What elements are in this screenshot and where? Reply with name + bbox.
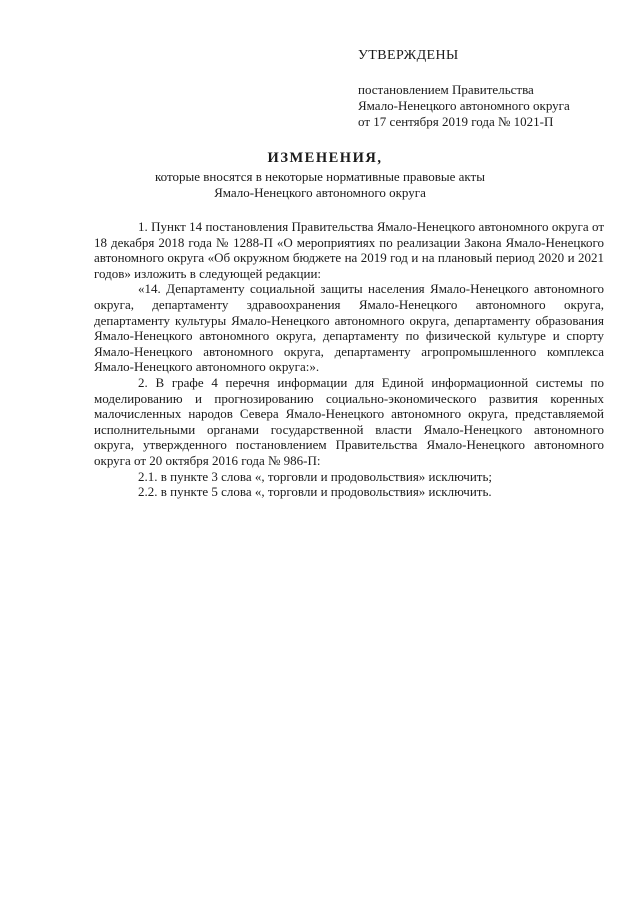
approval-line-date-number: от 17 сентября 2019 года № 1021-П [358,114,554,129]
paragraph-item-2: 2. В графе 4 перечня информации для Единой информационной системы по моделированию и прогнозированию социально-экономического развития коренных малочисленных народов Севера Ямало-Ненецкого автономного округа, представляемой исполнительными органами государственной власти Ямало-Ненецкого автономного округа, утвержденного постановлением Правительства Ямало-Ненецкого автономного округа от 20 октября 2016 года № 986-П: [94,374,604,468]
document-subtitle-line-1: которые вносятся в некоторые нормативные правовые акты [155,169,485,184]
paragraph-item-14-quote: «14. Департаменту социальной защиты населения Ямало-Ненецкого автономного округа, департаменту здравоохранения Ямало-Ненецкого автономного округа, департаменту культуры Ямало-Ненецкого автономного округа, департаменту образования Ямало-Ненецкого автономного округа, департаменту по физической культуре и спорту Ямало-Ненецкого автономного округа, департаменту агропромышленного комплекса Ямало-Ненецкого автономного округа:». [94,281,604,375]
paragraph-item-2-1: 2.1. в пункте 3 слова «, торговли и продовольствия» исключить; [138,468,493,484]
approval-heading: УТВЕРЖДЕНЫ [358,48,459,63]
approval-block [358,48,628,130]
document-subtitle-line-2: Ямало-Ненецкого автономного округа [214,185,426,200]
approval-line-resolution: постановлением Правительства [358,82,534,97]
paragraph-item-2-2: 2.2. в пункте 5 слова «, торговли и продовольствия» исключить. [138,484,492,500]
approval-line-government: Ямало-Ненецкого автономного округа [358,98,570,113]
paragraph-item-1: 1. Пункт 14 постановления Правительства Ямало-Ненецкого автономного округа от 18 декабря 2018 года № 1288-П «О мероприятиях по реализации Закона Ямало-Ненецкого автономного округа «Об окружном бюджете на 2019 год и на плановый период 2020 и 2021 годов» изложить в следующей редакции: [94,219,604,281]
document-body [94,219,604,500]
document-title: ИЗМЕНЕНИЯ, [267,150,383,166]
document-title-block [0,150,640,201]
